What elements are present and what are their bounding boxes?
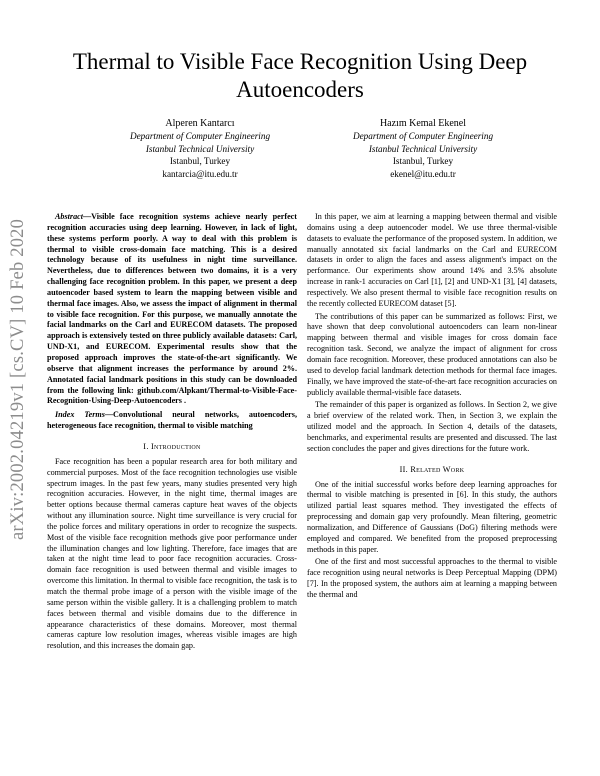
paragraph: One of the first and most successful approaches to the thermal to visible face recognition using neural networks is Deep Perceptual Mapping (DPM) [7]. In the proposed system, the authors aim at learning a mapping between the thermal and — [307, 557, 557, 599]
author-block-2 — [313, 118, 533, 180]
author-location: Istanbul, Turkey — [169, 156, 231, 167]
section-title: Related Work — [410, 464, 465, 474]
section-number: II. — [399, 464, 408, 474]
paragraph: One of the initial successful works before deep learning approaches for thermal to visible matching is presented in [6]. In this study, the authors utilized partial least squares method. They investigated the effects of preprocessing and domain gap very profoundly. Mean filtering, geometric normalization, and Difference of Gaussians (DoG) filtering methods were employed and compared. We benefited from the proposed preprocessing methods in this paper. — [307, 479, 557, 554]
paragraph: The remainder of this paper is organized as follows. In Section 2, we give a brief overview of the related work. Then, in Section 3, we explain the utilized model and the approach. In Section 4, details of the datasets, benchmarks, and experimental results are presented and discussed. The last section concludes the paper and gives directions for the future work. — [307, 400, 557, 453]
section-title: Introduction — [151, 441, 201, 451]
author-university: Istanbul Technical University — [145, 143, 255, 154]
abstract-label: Abstract — [55, 212, 83, 221]
right-column — [307, 212, 557, 603]
paper-title: Thermal to Visible Face Recognition Using Deep Autoencoders — [72, 49, 528, 102]
author-email: ekenel@itu.edu.tr — [390, 168, 456, 179]
paragraph: In this paper, we aim at learning a mapping between thermal and visible domains using a deep autoencoder model. We use three thermal-visible datasets to evaluate the performance of the proposed system. In addition, we manually annotated six facial landmarks on the Carl and EURECOM datasets in order to align the faces and assess alignment's impact on the performance. Our experiments show around 14% and 3.5% absolute increase in rank-1 accuracies on Carl [1], [2] and UND-X1 [3], [4] datasets, respectively. We also present thermal to visible face recognition results on the recently collected EURECOM dataset [5]. — [307, 212, 557, 308]
section-heading-related-work — [307, 464, 557, 475]
arxiv-stamp: arXiv:2002.04219v1 [cs.CV] 10 Feb 2020 — [8, 218, 28, 540]
author-university: Istanbul Technical University — [368, 143, 478, 154]
section-heading-introduction — [47, 441, 297, 452]
abstract — [47, 212, 297, 407]
author-block-1 — [90, 118, 310, 180]
left-column — [47, 212, 297, 654]
author-location: Istanbul, Turkey — [392, 156, 454, 167]
paragraph: Face recognition has been a popular research area for both military and commercial purposes. Most of the face recognition technologies use visible spectrum images. In the past few years, many studies presented very high recognition accuracies. However, in the night time, thermal images are better options because thermal cameras capture heat waves of the objects without any illumination source. Night time surveillance is very crucial for the police forces and military operations in order to recognize the suspects. Most of the visible face recognition methods give poor performance under the illumination changes and low lighting. Therefore, face images that are taken at the night time lead to poor face recognition accuracies. Cross-domain face recognition is used between thermal and visible images to overcome this limitation. In thermal to visible face recognition, the task is to match the thermal probe image of a person with the visible image of the same person within the visible gallery. It is a challenging problem to match faces between thermal and visible domains due to the difference in appearance characteristics of these domains. Moreover, most thermal cameras capture low resolution images, whereas visible images are high resolution, and this increases the domain gap. — [47, 456, 297, 651]
author-name: Alperen Kantarcı — [165, 118, 235, 129]
section-number: I. — [143, 441, 149, 451]
index-terms — [47, 410, 297, 432]
author-department: Department of Computer Engineering — [352, 131, 494, 142]
author-department: Department of Computer Engineering — [129, 131, 271, 142]
author-email: kantarcia@itu.edu.tr — [162, 168, 238, 179]
author-name: Hazım Kemal Ekenel — [379, 118, 467, 129]
index-terms-label: Index Terms — [55, 410, 105, 420]
paragraph: The contributions of this paper can be summarized as follows: First, we have shown that deep convolutional autoencoders can learn non-linear mapping between thermal and visible images for cross domain face recognition task. Second, we analyze the impact of alignment for cross domain face recognition. Moreover, these produced annotations can also be used to develop facial landmark detection methods for thermal face images. Finally, we have improved the state-of-the-art face recognition accuracies on publicly available thermal-visible face datasets. — [307, 311, 557, 397]
abstract-text: —Visible face recognition systems achieve nearly perfect recognition accuracies using deep learning. However, in lack of light, these systems perform poorly. A way to deal with this problem is thermal to visible cross-domain face matching. This is a desired technology because of its usefulness in night time surveillance. Nevertheless, due to differences between two domains, it is a very challenging face recognition problem. In this paper, we present a deep autoencoder based system to learn the mapping between visible and thermal face images. Also, we assess the impact of alignment in thermal to visible face recognition. For this purpose, we manually annotate the facial landmarks on the Carl and EURECOM datasets. The proposed approach is extensively tested on three publicly available datasets: Carl, UND-X1, and EURECOM. Experimental results show that the proposed approach improves the state-of-the-art significantly. We observe that alignment increases the performance by around 2%. Annotated facial landmark positions in this study can be downloaded from the following link: github.com/Alpkant/Thermal-to-Visible-Face-Recognition-Using-Deep-Autoencoders . — [47, 212, 297, 406]
index-terms-text: —Convolutional neural networks, autoencoders, heterogeneous face recognition, thermal to visible matching — [47, 410, 297, 431]
